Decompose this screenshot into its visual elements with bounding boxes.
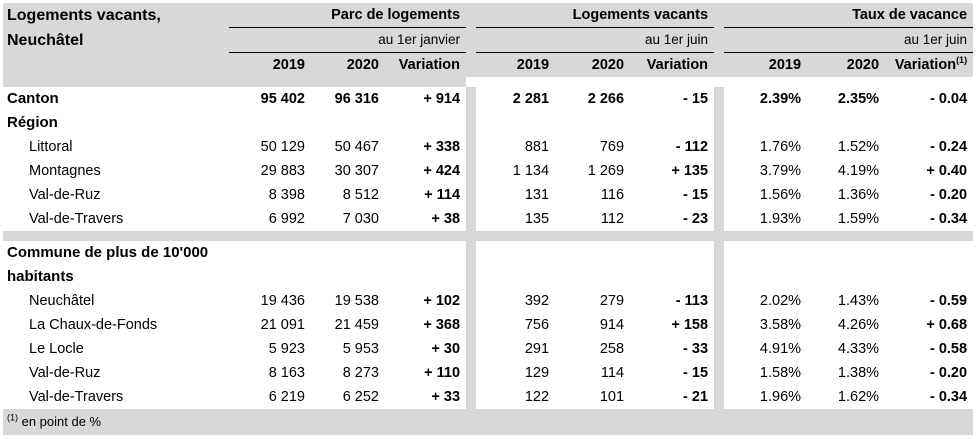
cell-parc-2020: 30 307 [334,163,379,179]
cell-vacants-variation: - 15 [683,187,709,203]
cell-taux-2019: 1.93% [759,211,802,227]
cell-taux-variation: + 0.40 [926,163,968,179]
col-header-2019: 2019 [229,53,311,77]
cell-parc-variation: + 102 [423,293,461,309]
row-label: Le Locle [29,341,84,357]
row-label: Littoral [29,139,73,155]
cell-taux-variation: - 0.24 [929,139,968,155]
cell-vacants-variation: - 23 [683,211,709,227]
cell-taux-2020: 1.38% [837,365,880,381]
cell-taux-2020: 4.19% [837,163,880,179]
row-label: Val-de-Travers [29,211,124,227]
cell-parc-variation: + 424 [423,163,461,179]
cell-taux-variation: - 0.59 [929,293,968,309]
cell-vacants-2020: 1 269 [587,163,625,179]
cell-parc-2020: 19 538 [334,293,379,309]
cell-parc-2019: 95 402 [260,91,305,107]
row-label: Val-de-Ruz [29,365,101,381]
cell-taux-2020: 1.36% [837,187,880,203]
cell-taux-2019: 1.96% [759,389,802,405]
cell-taux-2020: 1.43% [837,293,880,309]
table-row [3,289,973,313]
cell-taux-variation: - 0.34 [929,389,968,405]
row-label: Neuchâtel [29,293,95,309]
section-heading-communes: Commune de plus de 10'000 [7,244,209,261]
table-row [3,207,973,231]
cell-vacants-variation: - 33 [683,341,709,357]
footnote-marker: (1) [7,412,18,423]
col-header-variation: Variation$^{(1)}$ [885,53,973,77]
vacancy-table [3,3,973,435]
cell-taux-variation: - 0.04 [929,91,968,107]
cell-taux-2019: 1.56% [759,187,802,203]
cell-taux-2019: 3.79% [759,163,802,179]
cell-vacants-2019: 2 281 [512,91,550,107]
cell-taux-2020: 2.35% [837,91,880,107]
cell-parc-2020: 8 512 [342,187,379,203]
table-row [3,183,973,207]
group-title-vacants: Logements vacants [476,3,714,28]
cell-vacants-variation: - 15 [683,91,709,107]
table-row [3,385,973,409]
group-title-taux: Taux de vacance [724,3,973,28]
cell-parc-2019: 50 129 [260,139,305,155]
cell-parc-variation: + 368 [423,317,461,333]
cell-taux-2020: 4.26% [837,317,880,333]
footnote-marker: (1) [956,55,968,66]
cell-vacants-variation: - 15 [683,365,709,381]
cell-parc-2019: 8 163 [268,365,305,381]
cell-vacants-variation: + 158 [671,317,709,333]
cell-parc-2020: 21 459 [334,317,379,333]
cell-taux-2020: 4.33% [837,341,880,357]
table-title-line2: Neuchâtel [3,28,229,53]
row-label: Montagnes [29,163,101,179]
table-row [3,313,973,337]
section-heading-region: Région [7,114,58,131]
cell-parc-2019: 19 436 [260,293,305,309]
cell-taux-2019: 2.39% [759,91,802,107]
col-header-2019: 2019 [724,53,807,77]
table-row-canton [3,87,973,111]
col-header-2020: 2020 [311,53,385,77]
cell-vacants-variation: - 21 [683,389,709,405]
cell-taux-2019: 1.76% [759,139,802,155]
cell-parc-2019: 29 883 [260,163,305,179]
cell-vacants-2019: 392 [524,293,550,309]
col-header-2019: 2019 [476,53,555,77]
col-header-2020: 2020 [555,53,630,77]
cell-parc-2020: 7 030 [342,211,379,227]
group-title-parc: Parc de logements [229,3,466,28]
cell-taux-2020: 1.59% [837,211,880,227]
cell-vacants-2019: 291 [524,341,550,357]
cell-vacants-2019: 135 [524,211,550,227]
cell-vacants-2020: 279 [599,293,625,309]
col-header-2020: 2020 [807,53,885,77]
cell-taux-variation: - 0.34 [929,211,968,227]
group-subtitle-parc: au 1er janvier [229,28,466,53]
cell-parc-variation: + 114 [424,187,461,203]
cell-vacants-2019: 131 [524,187,550,203]
cell-parc-2019: 21 091 [260,317,305,333]
row-label: Canton [7,90,59,107]
cell-taux-2019: 3.58% [759,317,802,333]
cell-parc-variation: + 33 [431,389,461,405]
table-title: Logements vacants, [3,3,229,28]
cell-parc-2020: 8 273 [342,365,379,381]
cell-vacants-2020: 914 [599,317,625,333]
cell-parc-variation: + 110 [424,365,461,381]
cell-vacants-variation: - 112 [675,139,709,155]
cell-vacants-2020: 101 [599,389,625,405]
cell-parc-2019: 5 923 [268,341,305,357]
cell-vacants-2020: 258 [599,341,625,357]
cell-vacants-2020: 2 266 [587,91,625,107]
cell-parc-2019: 6 219 [268,389,305,405]
row-label: La Chaux-de-Fonds [29,317,158,333]
cell-vacants-variation: + 135 [671,163,709,179]
row-label: Val-de-Ruz [29,187,101,203]
cell-parc-variation: + 914 [423,91,461,107]
cell-taux-variation: + 0.68 [926,317,968,333]
cell-taux-2019: 2.02% [759,293,802,309]
row-label: Val-de-Travers [29,389,124,405]
cell-parc-2020: 5 953 [342,341,379,357]
cell-parc-2019: 8 398 [268,187,305,203]
cell-taux-2020: 1.52% [837,139,880,155]
cell-vacants-variation: - 113 [675,293,709,309]
cell-parc-2020: 50 467 [334,139,379,155]
table-row [3,337,973,361]
cell-taux-variation: - 0.20 [929,187,968,203]
cell-parc-2019: 6 992 [268,211,305,227]
cell-vacants-2019: 129 [524,365,550,381]
cell-parc-2020: 6 252 [342,389,379,405]
cell-vacants-2020: 112 [600,211,625,227]
group-subtitle-taux: au 1er juin [724,28,973,53]
cell-parc-variation: + 338 [423,139,461,155]
cell-taux-2019: 4.91% [759,341,802,357]
cell-vacants-2020: 769 [599,139,625,155]
col-header-variation: Variation [385,53,466,77]
col-header-variation: Variation [630,53,714,77]
cell-parc-variation: + 38 [431,211,461,227]
footnote [3,409,973,435]
cell-vacants-2019: 756 [524,317,550,333]
group-subtitle-vacants: au 1er juin [476,28,714,53]
cell-taux-variation: - 0.20 [929,365,968,381]
cell-vacants-2020: 114 [600,365,625,381]
cell-vacants-2019: 122 [524,389,550,405]
cell-vacants-2019: 881 [524,139,550,155]
cell-parc-variation: + 30 [431,341,461,357]
footnote-text: en point de % [18,414,102,429]
table-row [3,159,973,183]
table-row [3,135,973,159]
cell-taux-2019: 1.58% [759,365,802,381]
section-heading-communes-line2: habitants [7,268,74,285]
cell-taux-2020: 1.62% [837,389,880,405]
cell-parc-2020: 96 316 [334,91,379,107]
table-row [3,361,973,385]
cell-taux-variation: - 0.58 [929,341,968,357]
cell-vacants-2019: 1 134 [512,163,550,179]
cell-vacants-2020: 116 [600,187,625,203]
